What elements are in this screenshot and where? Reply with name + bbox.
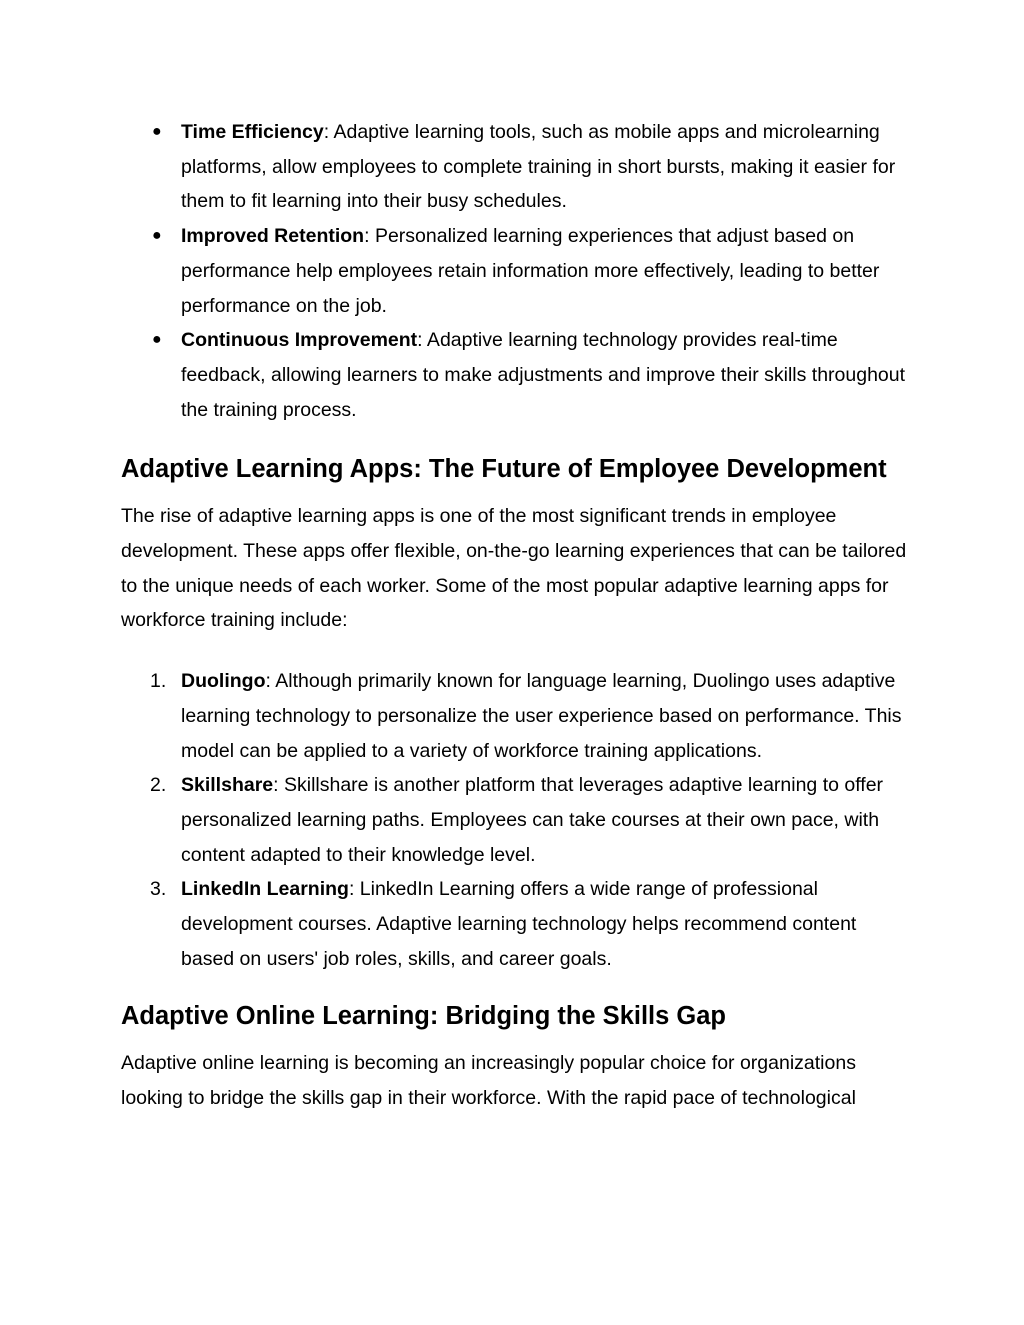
list-item	[121, 664, 911, 768]
benefits-bullet-list	[121, 115, 911, 427]
list-item-term: Improved Retention	[181, 225, 365, 248]
list-item-term: LinkedIn Learning	[181, 878, 349, 901]
list-item-text: : Skillshare is another platform that leverages adaptive learning to offer personalized learning paths. Employees can take courses at their own pace, with content adapted to their knowledge level.	[181, 774, 884, 866]
bullet-marker: ●	[152, 331, 162, 349]
bullet-marker: ●	[152, 227, 162, 245]
section-heading: Adaptive Learning Apps: The Future of Employee Development	[121, 455, 887, 484]
list-item-term: Skillshare	[181, 774, 274, 797]
list-number: 3.	[150, 878, 167, 901]
apps-numbered-list	[121, 664, 911, 976]
list-number: 1.	[150, 670, 167, 693]
list-item	[121, 219, 911, 323]
list-item-text: : LinkedIn Learning offers a wide range of professional development courses. Adaptive learning technology helps recommend content based on users' job roles, skills, and career goals.	[181, 878, 857, 970]
list-item	[121, 323, 911, 427]
section-paragraph: Adaptive online learning is becoming an increasingly popular choice for organizations looking to bridge the skills gap in their workforce. With the rapid pace of technological	[121, 1052, 856, 1110]
list-item	[121, 872, 911, 976]
list-item-text: : Adaptive learning tools, such as mobile apps and microlearning platforms, allow employees to complete training in short bursts, making it easier for them to fit learning into their busy schedules.	[181, 121, 896, 213]
list-item-text: : Personalized learning experiences that adjust based on performance help employees retain information more effectively, leading to better performance on the job.	[181, 225, 880, 317]
document-page	[121, 115, 911, 1116]
list-item	[121, 115, 911, 219]
list-item-term: Duolingo	[181, 670, 266, 693]
list-number: 2.	[150, 774, 167, 797]
list-item	[121, 768, 911, 872]
section-paragraph: The rise of adaptive learning apps is one of the most significant trends in employee development. These apps offer flexible, on-the-go learning experiences that can be tailored to the unique needs of each worker. Some of the most popular adaptive learning apps for workforce training include:	[121, 505, 907, 632]
section-heading: Adaptive Online Learning: Bridging the Skills Gap	[121, 1002, 726, 1031]
list-item-text: : Adaptive learning technology provides real-time feedback, allowing learners to make adjustments and improve their skills throughout the training process.	[181, 329, 906, 421]
bullet-marker: ●	[152, 123, 162, 140]
list-item-text: : Although primarily known for language learning, Duolingo uses adaptive learning technology to personalize the user experience based on performance. This model can be applied to a variety of workforce training applications.	[181, 670, 902, 762]
list-item-term: Time Efficiency	[181, 121, 324, 143]
list-item-term: Continuous Improvement	[181, 329, 418, 352]
